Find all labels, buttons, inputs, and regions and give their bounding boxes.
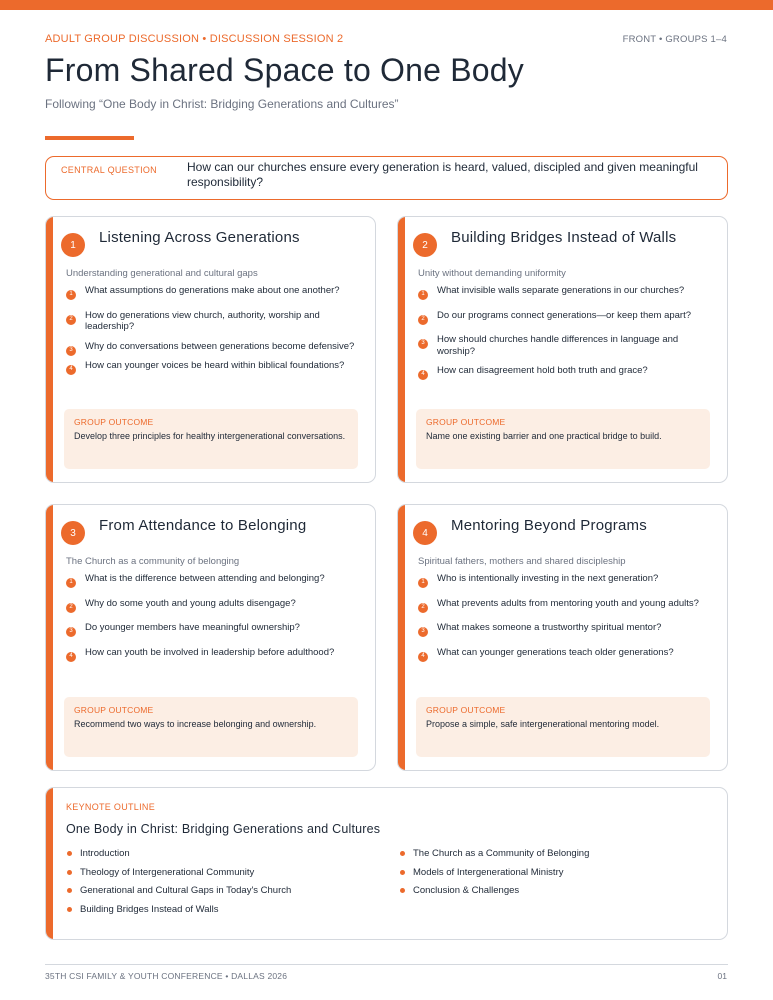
session-eyebrow: ADULT GROUP DISCUSSION • DISCUSSION SESSION 2 (45, 33, 344, 45)
question-item (418, 622, 710, 634)
question-number-badge: 1 (418, 290, 428, 300)
group-outcome-box (64, 697, 358, 757)
keynote-item (399, 885, 719, 896)
keynote-item (66, 904, 386, 915)
question-text: What assumptions do generations make about one another? (85, 285, 340, 296)
question-number-badge: 3 (418, 627, 428, 637)
question-text: What is the difference between attending and belonging? (85, 573, 325, 584)
card-number-badge: 3 (61, 521, 85, 545)
central-question-box (45, 156, 728, 200)
question-number-badge: 4 (66, 652, 76, 662)
footer-divider (45, 964, 728, 965)
question-number-badge: 4 (66, 365, 76, 375)
question-number-badge: 2 (418, 315, 428, 325)
group-card-4 (397, 504, 728, 771)
question-item (66, 360, 358, 372)
page-tag: FRONT • GROUPS 1–4 (622, 34, 727, 45)
question-number-badge: 3 (66, 627, 76, 637)
card-number-badge: 4 (413, 521, 437, 545)
question-item (66, 573, 358, 585)
card-number-badge: 2 (413, 233, 437, 257)
question-number-badge: 4 (418, 370, 428, 380)
question-text: What can younger generations teach older generations? (437, 646, 674, 658)
group-outcome-box (416, 409, 710, 469)
bullet-dot-icon (400, 888, 405, 893)
bullet-dot-icon (67, 851, 72, 856)
question-item (66, 598, 358, 610)
question-item (418, 573, 710, 585)
question-text: How can youth be involved in leadership before adulthood? (85, 646, 335, 658)
keynote-item (66, 885, 386, 896)
question-number-badge: 2 (66, 315, 76, 325)
question-number-badge: 1 (66, 290, 76, 300)
bullet-dot-icon (67, 870, 72, 875)
card-title: Building Bridges Instead of Walls (451, 229, 677, 246)
outcome-text: Name one existing barrier and one practical bridge to build. (426, 431, 662, 441)
bullet-dot-icon (400, 851, 405, 856)
question-number-badge: 3 (66, 346, 76, 356)
keynote-item-text: Building Bridges Instead of Walls (80, 903, 219, 915)
footer-page-number: 01 (717, 971, 727, 981)
group-outcome-box (416, 697, 710, 757)
keynote-item-text: Theology of Intergenerational Community (80, 866, 255, 878)
bullet-dot-icon (67, 888, 72, 893)
keynote-item-text: Models of Intergenerational Ministry (413, 866, 564, 878)
card-title: Listening Across Generations (99, 229, 300, 246)
question-list (66, 573, 358, 671)
outcome-label: GROUP OUTCOME (74, 705, 154, 715)
question-text: How do generations view church, authority, worship and leadership? (85, 309, 320, 332)
outcome-text: Recommend two ways to increase belonging and ownership. (74, 719, 317, 729)
keynote-item-text: The Church as a Community of Belonging (413, 848, 590, 859)
question-text: How can younger voices be heard within biblical foundations? (85, 360, 345, 371)
keynote-list-right (399, 848, 719, 904)
question-item (418, 647, 710, 659)
group-card-1 (45, 216, 376, 483)
footer-conference: 35TH CSI FAMILY & YOUTH CONFERENCE • DALLAS 2026 (45, 971, 288, 981)
question-item (66, 647, 358, 659)
keynote-item (66, 848, 386, 859)
central-question-text: How can our churches ensure every generation is heard, valued, discipled and given meaningful responsibility? (187, 160, 698, 189)
question-text: Why do conversations between generations become defensive? (85, 340, 355, 352)
question-text: Do younger members have meaningful ownership? (85, 622, 300, 633)
keynote-list-left (66, 848, 386, 922)
question-number-badge: 2 (418, 603, 428, 613)
card-subtitle: The Church as a community of belonging (66, 556, 240, 567)
keynote-label: KEYNOTE OUTLINE (66, 802, 156, 812)
card-title: From Attendance to Belonging (99, 517, 307, 534)
card-number-badge: 1 (61, 233, 85, 257)
question-item (66, 285, 358, 297)
page-title: From Shared Space to One Body (45, 52, 524, 88)
keynote-item (399, 867, 719, 878)
outcome-label: GROUP OUTCOME (426, 417, 506, 427)
card-subtitle: Unity without demanding uniformity (418, 268, 566, 279)
question-list (418, 285, 710, 390)
group-outcome-box (64, 409, 358, 469)
question-item (418, 285, 710, 297)
keynote-title: One Body in Christ: Bridging Generations and Cultures (66, 822, 381, 836)
outcome-label: GROUP OUTCOME (74, 417, 154, 427)
question-item (418, 598, 710, 610)
question-number-badge: 4 (418, 652, 428, 662)
keynote-item-text: Conclusion & Challenges (413, 885, 520, 896)
keynote-outline-box (45, 787, 728, 940)
bullet-dot-icon (400, 870, 405, 875)
title-rule (45, 136, 134, 140)
bullet-dot-icon (67, 907, 72, 912)
question-number-badge: 1 (66, 578, 76, 588)
group-card-3 (45, 504, 376, 771)
question-item (66, 622, 358, 634)
central-question-label: CENTRAL QUESTION (61, 165, 157, 175)
question-item (418, 365, 710, 377)
outcome-label: GROUP OUTCOME (426, 705, 506, 715)
question-text: Why do some youth and young adults disengage? (85, 597, 296, 609)
question-number-badge: 1 (418, 578, 428, 588)
keynote-item-text: Generational and Cultural Gaps in Today's Church (80, 885, 292, 896)
question-item (418, 334, 710, 357)
question-number-badge: 2 (66, 603, 76, 613)
card-subtitle: Understanding generational and cultural gaps (66, 268, 258, 279)
group-card-2 (397, 216, 728, 483)
question-item (418, 310, 710, 322)
outcome-text: Develop three principles for healthy intergenerational conversations. (74, 431, 346, 441)
card-title: Mentoring Beyond Programs (451, 517, 647, 534)
question-item (66, 341, 358, 353)
keynote-item (399, 848, 719, 859)
question-text: What invisible walls separate generations in our churches? (437, 285, 685, 296)
question-text: Who is intentionally investing in the next generation? (437, 573, 659, 584)
keynote-item-text: Introduction (80, 848, 130, 859)
question-text: Do our programs connect generations—or keep them apart? (437, 309, 691, 321)
question-text: What makes someone a trustworthy spiritual mentor? (437, 622, 662, 633)
outcome-text: Propose a simple, safe intergenerational mentoring model. (426, 719, 660, 729)
question-item (66, 310, 358, 333)
question-text: How can disagreement hold both truth and grace? (437, 365, 648, 376)
question-text: How should churches handle differences in language and worship? (437, 334, 679, 357)
card-subtitle: Spiritual fathers, mothers and shared discipleship (418, 556, 626, 567)
question-number-badge: 3 (418, 339, 428, 349)
keynote-item (66, 867, 386, 878)
question-list (418, 573, 710, 671)
question-text: What prevents adults from mentoring youth and young adults? (437, 597, 699, 609)
page-subtitle: Following “One Body in Christ: Bridging Generations and Cultures” (45, 97, 399, 111)
question-list (66, 285, 358, 385)
top-accent-bar (0, 0, 773, 10)
